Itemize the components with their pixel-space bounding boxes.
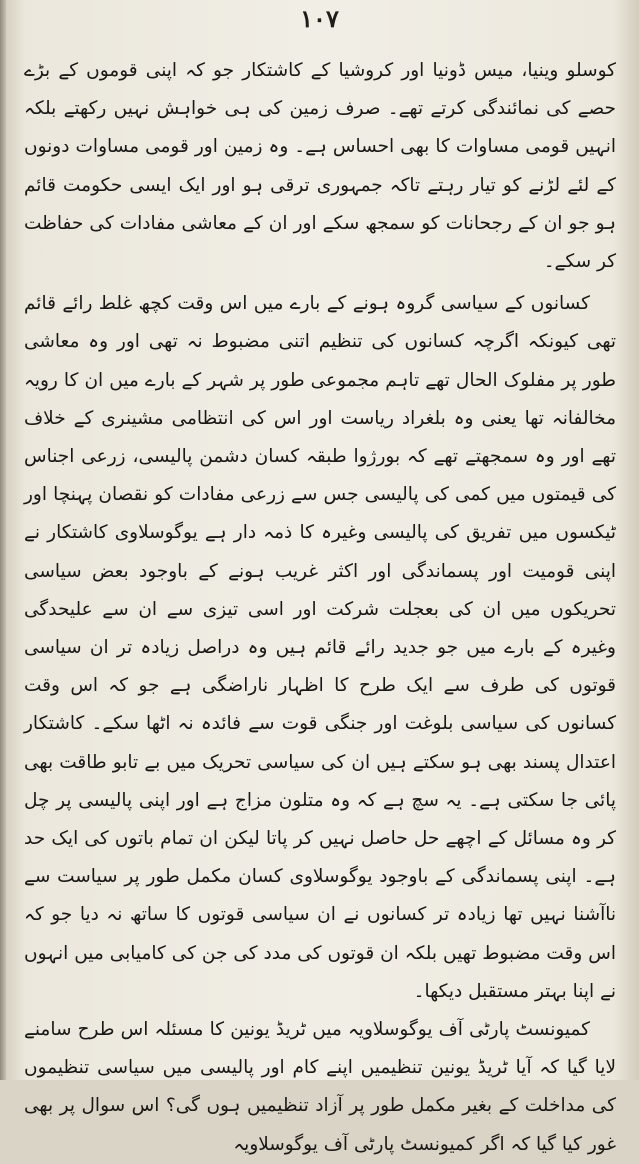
paragraph-1: کوسلو وینیا، میس ڈونیا اور کروشیا کے کاشتکار جو کہ اپنی قوموں کے بڑے حصے کی نمائندگی کرتے تھے۔ صرف زمین کی ہی خواہش نہیں رکھتے بلکہ انہیں قومی مساوات کا بھی احساس ہے۔ وہ زمین اور قومی مساوات دونوں کے لئے لڑنے کو تیار رہتے تاکہ جمہوری ترقی ہو اور ایک ایسی حکومت قائم ہو جو ان کے رجحانات کو سمجھ سکے اور ان کے معاشی مفادات کی حفاظت کر سکے۔ xyxy=(24,60,616,273)
page-number: ۱۰۷ xyxy=(300,4,339,33)
paragraph-3: کمیونسٹ پارٹی آف یوگوسلاویہ میں ٹریڈ یونین کا مسئلہ اس طرح سامنے لایا گیا کہ آیا ٹریڈ یونین تنظیمیں اپنے کام اور پالیسی میں سیاسی تنظیموں کی مداخلت کے بغیر مکمل طور پر آزاد تنظیمیں ہوں گی؟ اس سوال پر بھی غور کیا گیا کہ اگر کمیونسٹ پارٹی آف یوگوسلاویہ xyxy=(24,1019,616,1155)
page-body-text xyxy=(24,52,616,1164)
paragraph-2: کسانوں کے سیاسی گروہ ہونے کے بارے میں اس وقت کچھ غلط رائے قائم تھی کیونکہ اگرچہ کسانوں کی تنظیم اتنی مضبوط نہ تھی اور وہ معاشی طور پر مفلوک الحال تھے تاہم مجموعی طور پر شہر کے بارے میں ان کا رویہ مخالفانہ تھا یعنی وہ بلغراد ریاست اور اس کی انتظامی مشینری کے خلاف تھے اور وہ سمجھتے تھے کہ بورژوا طبقہ کسان دشمن پالیسی، زرعی اجناس کی قیمتوں میں کمی کی پالیسی جس سے زرعی مفادات کو نقصان پہنچا اور ٹیکسوں میں تفریق کی پالیسی وغیرہ کا ذمہ دار ہے یوگوسلاوی کاشتکار نے اپنی قومیت اور پسماندگی اور اکثر غریب ہونے کے باوجود بعض سیاسی تحریکوں میں ان کی بعجلت شرکت اور اسی تیزی سے ان سے علیحدگی وغیرہ کے بارے میں جو جدید رائے قائم ہیں وہ دراصل زیادہ تر ان سیاسی قوتوں کی طرف سے ایک طرح کا اظہار ناراضگی ہے جو کہ اس وقت کسانوں کی سیاسی بلوغت اور جنگی قوت سے فائدہ نہ اٹھا سکے۔ کاشتکار اعتدال پسند بھی ہو سکتے ہیں ان کی سیاسی تحریک میں بے تابو طاقت بھی پائی جا سکتی ہے۔ یہ سچ ہے کہ وہ متلون مزاج ہے اور اپنی پالیسی پر چل کر وہ مسائل کے اچھے حل حاصل نہیں کر پاتا لیکن ان تمام باتوں کی ایک حد ہے۔ اپنی پسماندگی کے باوجود یوگوسلاوی کسان مکمل طور پر سیاست سے ناآشنا نہیں تھا زیادہ تر کسانوں نے ان سیاسی قوتوں کا ساتھ نہ دیا جو کہ اس وقت مضبوط تھیں بلکہ ان قوتوں کی مدد کی جن کی کامیابی میں انہوں نے اپنا بہتر مستقبل دیکھا۔ xyxy=(24,293,616,1002)
